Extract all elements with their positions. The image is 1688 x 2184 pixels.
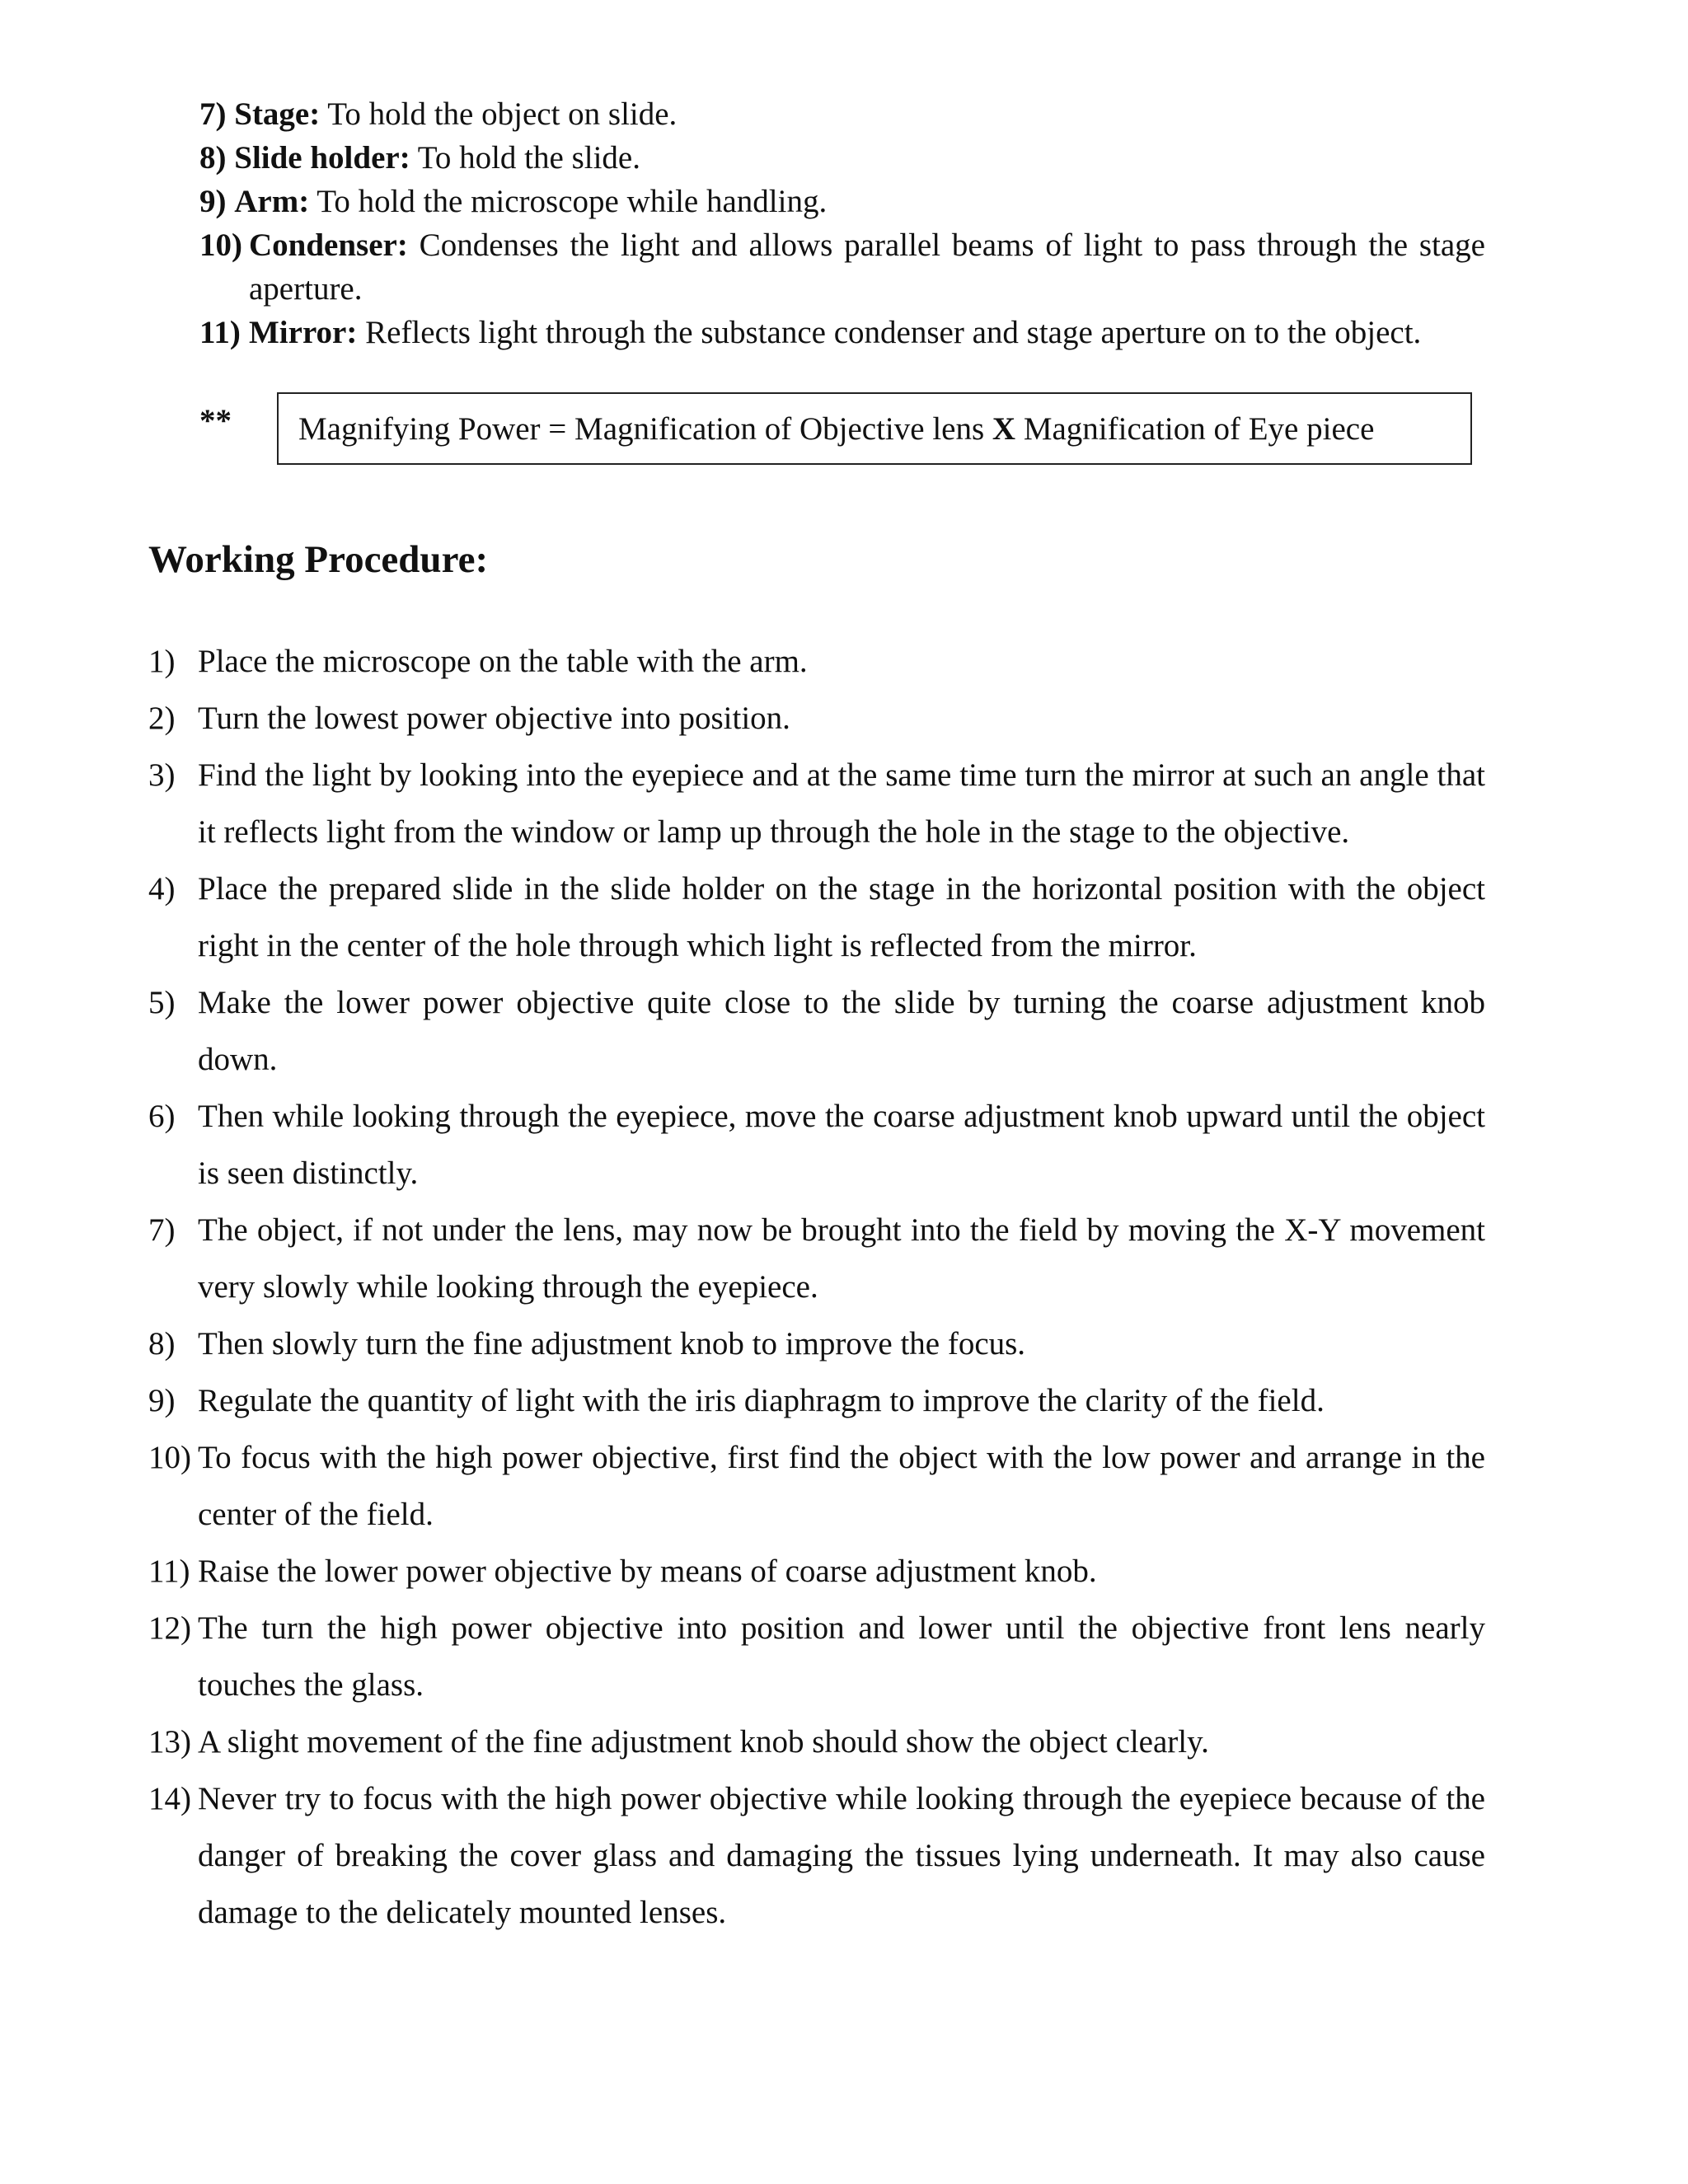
item-term: Mirror:	[249, 315, 358, 350]
item-text: To hold the microscope while handling.	[309, 184, 828, 219]
step-text: To focus with the high power objective, first find the object with the low power and arrange in the center of the field.	[198, 1440, 1485, 1532]
list-item	[148, 633, 1485, 690]
list-item	[148, 1088, 1485, 1202]
step-text: Never try to focus with the high power objective while looking through the eyepiece because of the danger of breaking the cover glass and damaging the tissues lying underneath. It may also cause damage to the delicately mounted lenses.	[198, 1781, 1485, 1930]
formula-left-text: Magnifying Power = Magnification of Objective lens	[298, 410, 992, 447]
step-text: Find the light by looking into the eyepiece and at the same time turn the mirror at such an angle that it reflects light from the window or lamp up through the hole in the stage to the objective.	[198, 757, 1485, 850]
step-number: 3)	[148, 757, 176, 793]
list-item	[148, 690, 1485, 747]
step-number: 12)	[148, 1610, 191, 1646]
item-term: Stage:	[234, 96, 321, 132]
item-term: Arm:	[234, 184, 310, 219]
list-item	[148, 1202, 1485, 1315]
step-number: 10)	[148, 1440, 191, 1475]
step-text: Then slowly turn the fine adjustment knob to improve the focus.	[198, 1326, 1026, 1361]
list-item	[148, 1315, 1485, 1372]
list-item	[148, 1372, 1485, 1429]
item-text: Reflects light through the substance condenser and stage aperture on to the object.	[357, 315, 1422, 350]
list-item	[148, 1713, 1485, 1770]
step-number: 2)	[148, 701, 176, 736]
item-number: 10)	[199, 227, 242, 263]
step-number: 6)	[148, 1099, 176, 1134]
list-item	[148, 747, 1485, 860]
step-number: 5)	[148, 985, 176, 1020]
item-number: 8)	[199, 140, 227, 176]
step-number: 1)	[148, 644, 176, 679]
list-item	[199, 223, 1485, 311]
list-item	[148, 974, 1485, 1088]
step-number: 11)	[148, 1554, 190, 1589]
item-number: 9)	[199, 184, 227, 219]
item-text: Condenses the light and allows parallel beams of light to pass through the stage aperture.	[249, 227, 1485, 307]
step-text: Turn the lowest power objective into position.	[198, 701, 790, 736]
list-item	[148, 1429, 1485, 1543]
list-item	[199, 136, 1485, 180]
item-description	[227, 92, 1486, 136]
item-number: 11)	[199, 315, 241, 350]
step-text: Place the prepared slide in the slide holder on the stage in the horizontal position with the object right in the center of the hole through which light is reflected from the mirror.	[198, 871, 1485, 963]
formula-box	[277, 392, 1472, 465]
list-item	[148, 1600, 1485, 1713]
step-text: A slight movement of the fine adjustment knob should show the object clearly.	[198, 1724, 1209, 1760]
step-text: Make the lower power objective quite close to the slide by turning the coarse adjustment knob down.	[198, 985, 1485, 1077]
step-text: Raise the lower power objective by means of coarse adjustment knob.	[198, 1554, 1097, 1589]
item-description	[227, 180, 1486, 223]
step-text: The object, if not under the lens, may now be brought into the field by moving the X-Y movement very slowly while looking through the eyepiece.	[198, 1212, 1485, 1305]
item-text: To hold the slide.	[410, 140, 640, 176]
step-number: 9)	[148, 1383, 176, 1418]
microscope-parts-list	[199, 92, 1485, 354]
step-number: 7)	[148, 1212, 176, 1248]
list-item	[199, 92, 1485, 136]
formula-operator: X	[992, 410, 1016, 447]
procedure-steps-list	[148, 633, 1485, 1941]
step-number: 4)	[148, 871, 176, 907]
step-text: Place the microscope on the table with the arm.	[198, 644, 808, 679]
step-number: 8)	[148, 1326, 176, 1361]
list-item	[148, 860, 1485, 974]
list-item	[199, 311, 1485, 354]
item-term: Condenser:	[249, 227, 408, 263]
formula-right-text: Magnification of Eye piece	[1015, 410, 1375, 447]
item-term: Slide holder:	[234, 140, 410, 176]
section-heading: Working Procedure:	[148, 538, 489, 581]
list-item	[148, 1543, 1485, 1600]
step-text: Regulate the quantity of light with the iris diaphragm to improve the clarity of the field.	[198, 1383, 1325, 1418]
step-number: 14)	[148, 1781, 191, 1816]
list-item	[199, 180, 1485, 223]
list-item	[148, 1770, 1485, 1941]
item-text: To hold the object on slide.	[320, 96, 678, 132]
item-description	[249, 311, 1485, 354]
item-number: 7)	[199, 96, 227, 132]
item-description	[249, 223, 1485, 311]
step-text: The turn the high power objective into position and lower until the objective front lens nearly touches the glass.	[198, 1610, 1485, 1703]
step-text: Then while looking through the eyepiece, move the coarse adjustment knob upward until the object is seen distinctly.	[198, 1099, 1485, 1191]
formula-marker: **	[199, 403, 232, 438]
step-number: 13)	[148, 1724, 191, 1760]
item-description	[227, 136, 1486, 180]
